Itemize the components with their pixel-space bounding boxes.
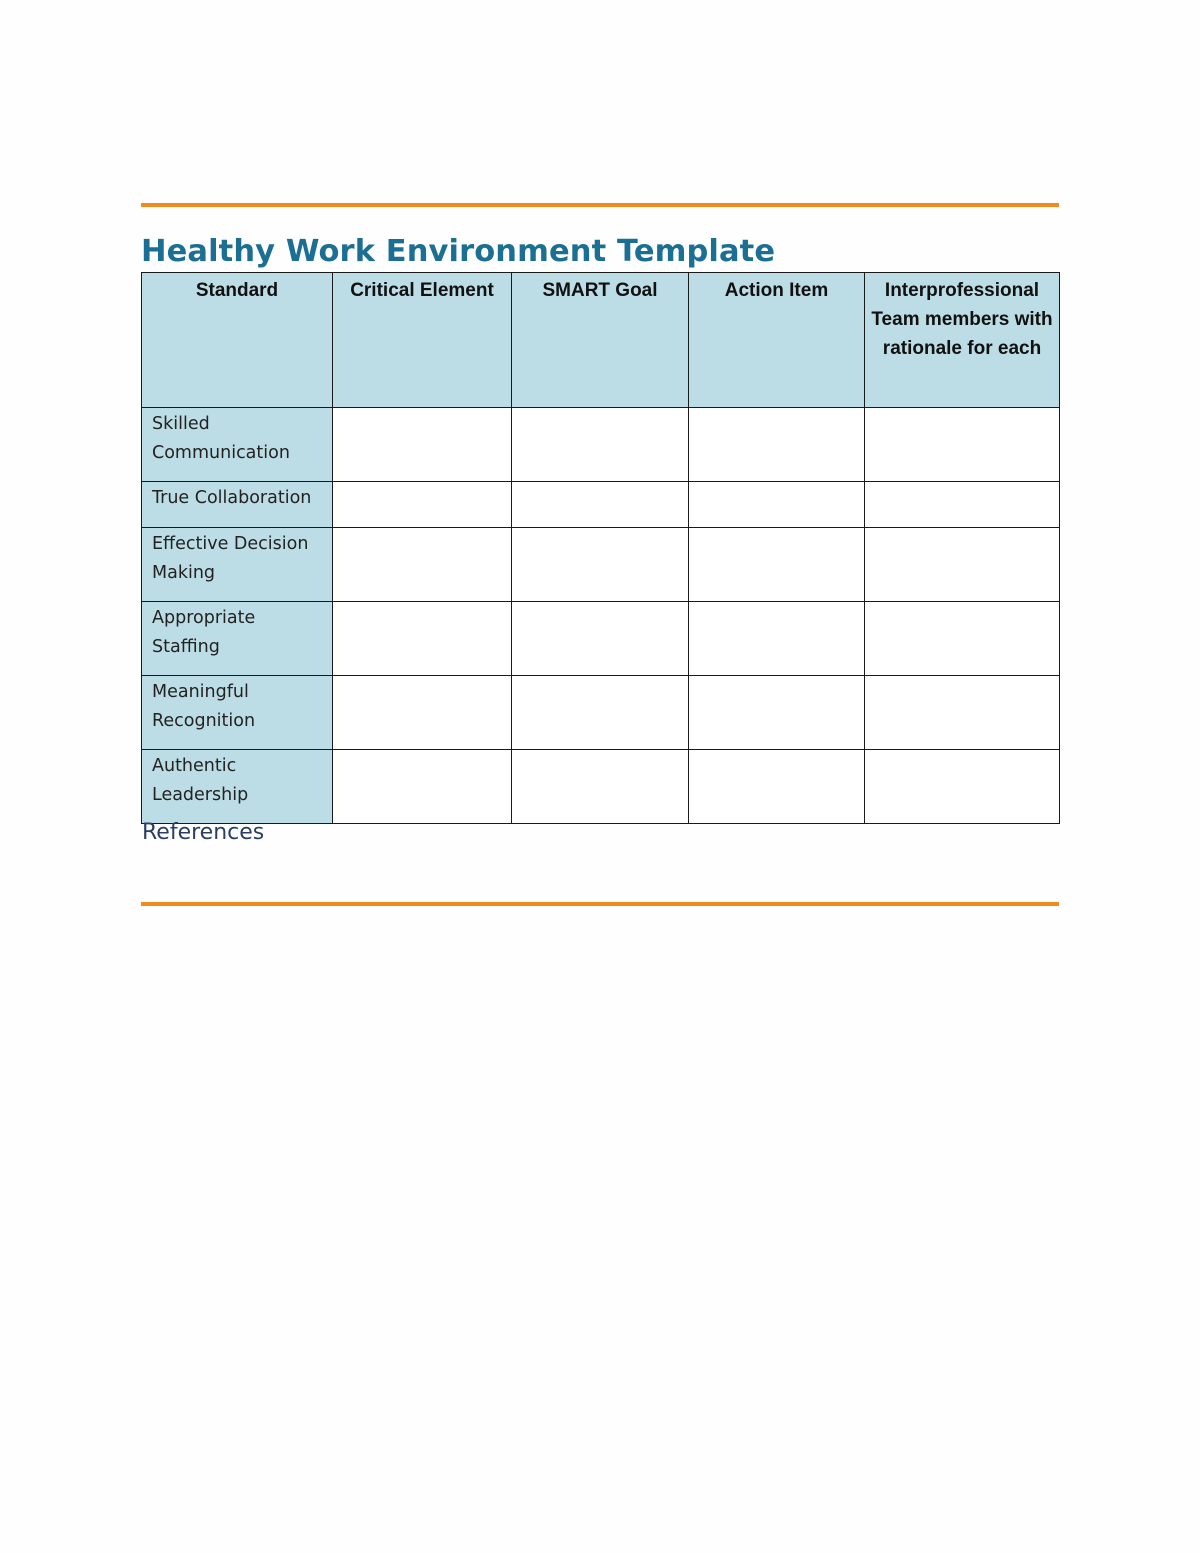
table-row (142, 750, 1060, 824)
header-standard: Standard (142, 273, 333, 408)
smart-goal-cell[interactable] (512, 750, 689, 824)
action-item-cell[interactable] (689, 528, 865, 602)
bottom-divider-rule (141, 902, 1059, 906)
header-action-item: Action Item (689, 273, 865, 408)
action-item-cell[interactable] (689, 602, 865, 676)
table-row (142, 482, 1060, 528)
healthy-work-environment-table (141, 272, 1060, 824)
action-item-cell[interactable] (689, 408, 865, 482)
standard-cell: Appropriate Staffing (142, 602, 333, 676)
header-interprofessional-team: Interprofessional Team members with rationale for each (865, 273, 1060, 408)
team-members-cell[interactable] (865, 408, 1060, 482)
team-members-cell[interactable] (865, 750, 1060, 824)
page-title: Healthy Work Environment Template (141, 234, 776, 269)
smart-goal-cell[interactable] (512, 528, 689, 602)
standard-cell: Meaningful Recognition (142, 676, 333, 750)
action-item-cell[interactable] (689, 750, 865, 824)
action-item-cell[interactable] (689, 676, 865, 750)
critical-element-cell[interactable] (333, 750, 512, 824)
critical-element-cell[interactable] (333, 482, 512, 528)
standard-cell: Skilled Communication (142, 408, 333, 482)
critical-element-cell[interactable] (333, 676, 512, 750)
critical-element-cell[interactable] (333, 602, 512, 676)
table-header-row (142, 273, 1060, 408)
table-row (142, 676, 1060, 750)
header-critical-element: Critical Element (333, 273, 512, 408)
team-members-cell[interactable] (865, 676, 1060, 750)
smart-goal-cell[interactable] (512, 676, 689, 750)
action-item-cell[interactable] (689, 482, 865, 528)
team-members-cell[interactable] (865, 602, 1060, 676)
team-members-cell[interactable] (865, 528, 1060, 602)
top-divider-rule (141, 203, 1059, 207)
standard-cell: Effective Decision Making (142, 528, 333, 602)
smart-goal-cell[interactable] (512, 482, 689, 528)
header-smart-goal: SMART Goal (512, 273, 689, 408)
table-row (142, 602, 1060, 676)
team-members-cell[interactable] (865, 482, 1060, 528)
critical-element-cell[interactable] (333, 408, 512, 482)
table-row (142, 408, 1060, 482)
standard-cell: True Collaboration (142, 482, 333, 528)
table-row (142, 528, 1060, 602)
critical-element-cell[interactable] (333, 528, 512, 602)
standard-cell: Authentic Leadership (142, 750, 333, 824)
references-heading: References (142, 820, 265, 845)
smart-goal-cell[interactable] (512, 408, 689, 482)
smart-goal-cell[interactable] (512, 602, 689, 676)
